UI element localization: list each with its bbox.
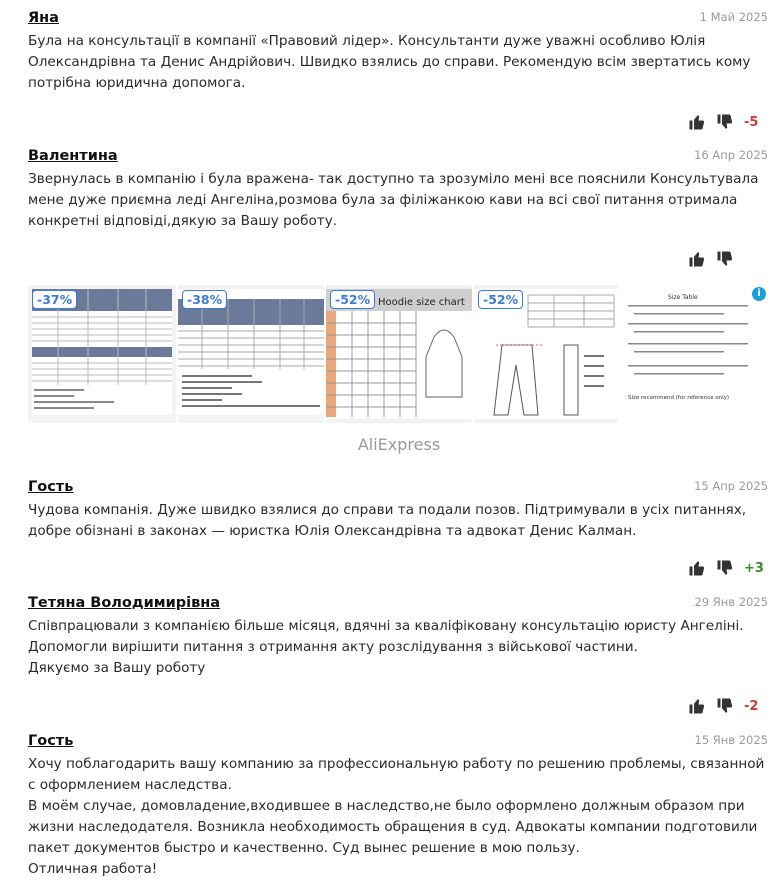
review-text: Чудова компанія. Дуже швидко взялися до справи та подали позов. Підтримували в усіх питаннях, добре обізнані в законах — юристка Юлія Олександрівна та адвокат Денис Калман. xyxy=(28,502,747,539)
ad-product-card[interactable] xyxy=(326,285,472,423)
reviewer-name[interactable]: Валентина xyxy=(28,148,118,164)
review-date: 16 Апр 2025 xyxy=(694,148,768,162)
review-text: Співпрацювали з компанією більше місяця, вдячні за кваліфіковану консультацію юристу Ангеліні. Допомогли вирішити питання з отримання акту розслідування з військової частини. Дякуємо за Вашу роботу xyxy=(28,618,744,676)
vote-bar xyxy=(688,696,768,716)
discount-badge: -52% xyxy=(330,290,375,309)
thumbs-up-icon[interactable] xyxy=(688,113,706,131)
ad-product-card[interactable] xyxy=(28,285,176,423)
review-date: 15 Янв 2025 xyxy=(694,733,768,747)
ad-banner[interactable] xyxy=(28,285,770,454)
reviewer-name[interactable]: Тетяна Володимирівна xyxy=(28,595,221,611)
review-date: 1 Май 2025 xyxy=(699,10,768,24)
thumbs-down-icon[interactable] xyxy=(716,250,734,268)
review-date: 15 Апр 2025 xyxy=(694,479,768,493)
vote-bar xyxy=(688,249,768,269)
ad-product-card[interactable] xyxy=(178,285,324,423)
size-chart-image xyxy=(620,285,768,423)
thumbs-up-icon[interactable] xyxy=(688,697,706,715)
card-note: Size recommend (for reference only) xyxy=(628,395,730,401)
thumbs-down-icon[interactable] xyxy=(716,559,734,577)
review-date: 29 Янв 2025 xyxy=(694,595,768,609)
vote-score: -5 xyxy=(744,114,759,130)
thumbs-up-icon[interactable] xyxy=(688,250,706,268)
thumbs-up-icon[interactable] xyxy=(688,559,706,577)
ad-brand-label[interactable]: AliExpress xyxy=(357,435,441,454)
review-text: Була на консультації в компанії «Правовий лідер». Консультанти дуже уважні особливо Юлія Олександрівна та Денис Андрійович. Швидко взялись до справи. Рекомендую всім звертатись кому потрібна юридична допомога. xyxy=(28,33,751,91)
thumbs-down-icon[interactable] xyxy=(716,697,734,715)
ad-product-card[interactable] xyxy=(474,285,618,423)
info-icon[interactable]: i xyxy=(752,287,766,301)
discount-badge: -37% xyxy=(32,290,77,309)
reviewer-name[interactable]: Яна xyxy=(28,10,59,26)
vote-bar xyxy=(688,112,768,132)
discount-badge: -52% xyxy=(478,290,523,309)
ad-product-card[interactable] xyxy=(620,285,768,423)
discount-badge: -38% xyxy=(182,290,227,309)
vote-bar xyxy=(688,558,768,578)
reviewer-name[interactable]: Гость xyxy=(28,479,74,495)
reviewer-name[interactable]: Гость xyxy=(28,733,74,749)
thumbs-down-icon[interactable] xyxy=(716,113,734,131)
vote-score: -2 xyxy=(744,698,759,714)
card-title: Hoodie size chart xyxy=(378,297,465,308)
review-text: Звернулась в компанію і була вражена- так доступно та зрозуміло мені все пояснили Консультувала мене дуже приємна леді Ангеліна,розмова була за філіжанкою кави на всі свої питання отримала конкретні відповіді,дякую за Вашу роботу. xyxy=(28,171,759,229)
review-text: Хочу поблагодарить вашу компанию за профессиональную работу по решению проблемы, связанной с оформлением наследства. В моём случае, домовладение,входившее в наследство,не было оформлено должным образом при жизни наследодателя. Возникла необходимость обращения в суд. Адвокаты компании подготовили пакет документов быстро и качественно. Суд вынес решение в мою пользу. Отличная работа! xyxy=(28,756,765,877)
vote-score: +3 xyxy=(744,560,764,576)
card-title: Size Table xyxy=(668,294,698,301)
